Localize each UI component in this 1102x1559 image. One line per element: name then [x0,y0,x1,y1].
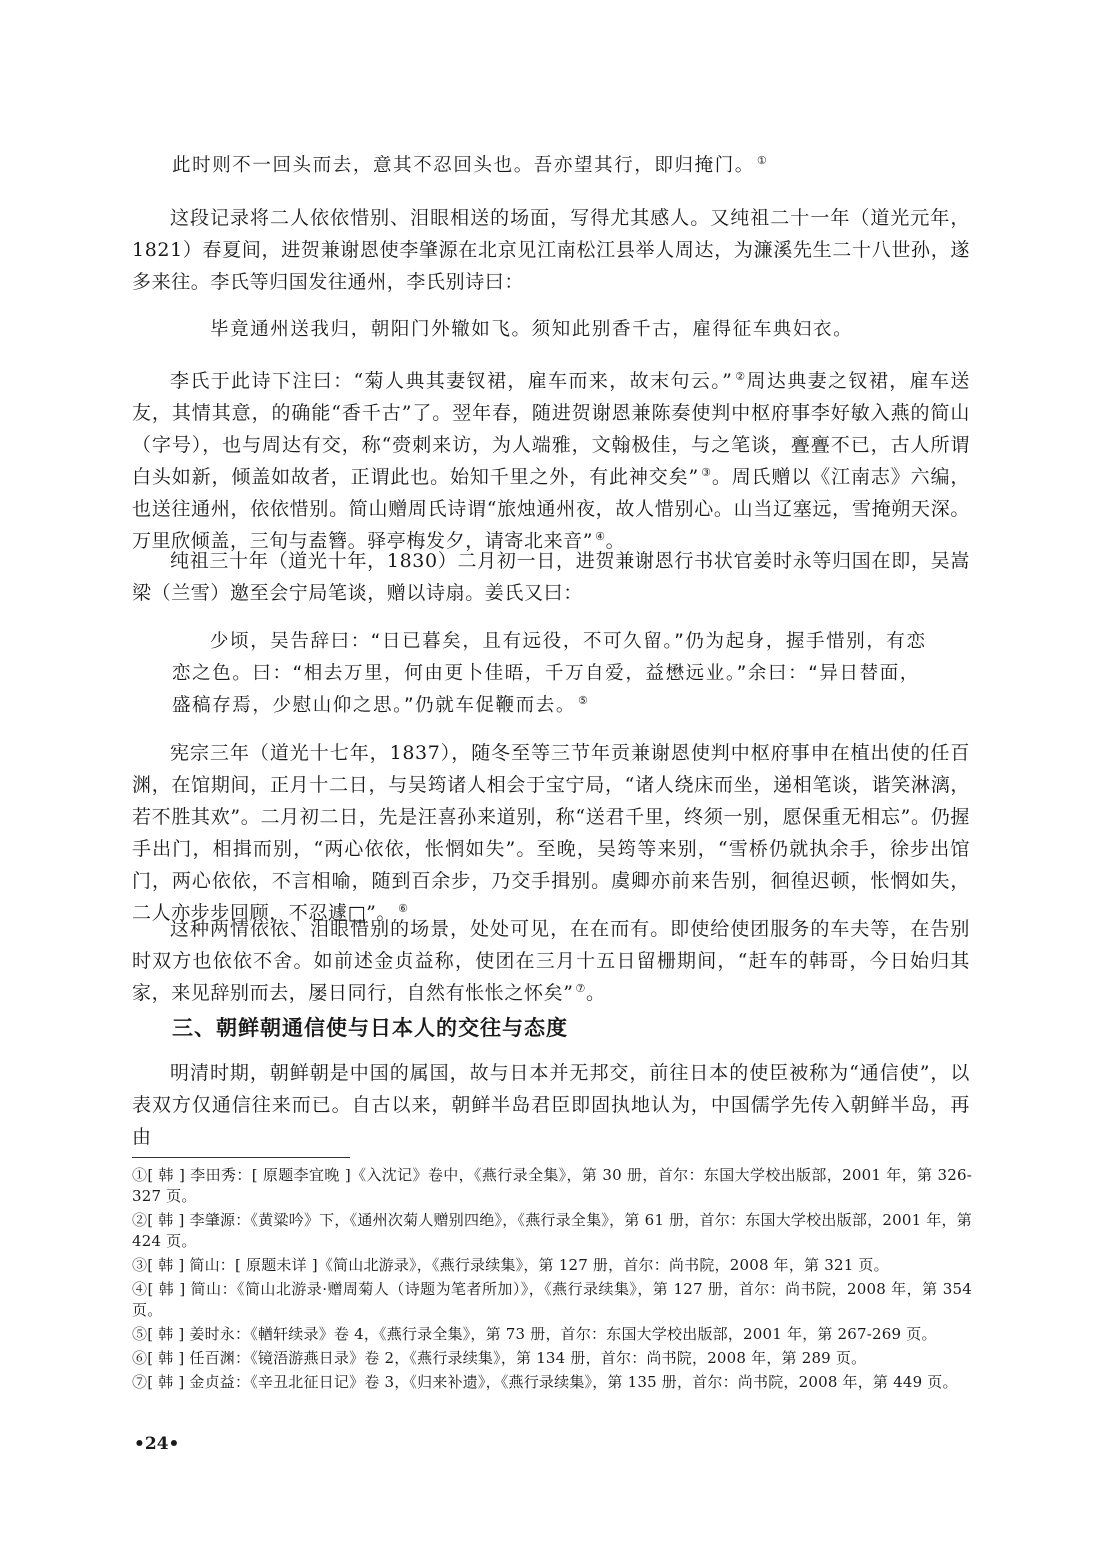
quote-text: 少顷，吴告辞曰：“日已暮矣，且有远役，不可久留。”仍为起身，握手惜别，有恋恋之色。曰：“相去万里，何由更卜佳晤，千万自爱，益懋远业。”余曰：“异日替面，盛稿存焉，少慰山仰之思。”仍就车促鞭而去。 [172,631,927,716]
paragraph-text: 明清时期，朝鲜朝是中国的属国，故与日本并无邦交，前往日本的使臣被称为“通信使”，以表双方仅通信往来而已。自古以来，朝鲜半岛君臣即固执地认为，中国儒学先传入朝鲜半岛，再由 [132,1062,970,1148]
paragraph-2 [132,365,970,557]
footnote-ref[interactable]: ⑥ [398,901,409,915]
footnotes [132,1165,972,1396]
paragraph-text: 。周氏赠以《江南志》六编，也送往通州，依依惜别。简山赠周氏诗谓“旅烛通州夜，故人惜别心。山当辽塞远，雪掩朔天深。万里欣倾盖，三旬与盍簪。驿亭梅发夕，请寄北来音” [132,466,970,552]
paragraph-1 [132,202,970,298]
paragraph-text: 。 [605,530,626,552]
footnote-item: ⑦[ 韩 ] 金贞益：《辛丑北征日记》卷 3，《归来补遗》，《燕行录续集》，第 135 册，首尔：尚书院，2008 年，第 449 页。 [132,1373,958,1391]
quote-text: 毕竟通州送我归，朝阳门外辙如飞。须知此别香千古，雇得征车典妇衣。 [210,319,854,340]
footnote-ref[interactable]: ⑤ [577,693,590,707]
quote-block-1 [172,150,932,182]
quote-text: 此时则不一回头而去，意其不忍回头也。吾亦望其行，即归掩门。 [172,155,755,176]
quote-block-3 [172,626,932,722]
paragraph-text: 。 [585,982,606,1004]
footnote-item: ⑥[ 韩 ] 任百渊：《镜浯游燕日录》卷 2，《燕行录续集》，第 134 册，首尔：尚书院，2008 年，第 289 页。 [132,1349,867,1367]
section-heading: 三、朝鲜朝通信使与日本人的交往与态度 [172,1016,568,1040]
paragraph-text: 李氏于此诗下注曰：“菊人典其妻钗裙，雇车而来，故末句云。” [170,370,733,392]
paragraph-4 [132,737,970,929]
footnote-item: ④[ 韩 ] 简山：《简山北游录·赠周菊人（诗题为笔者所加）》，《燕行录续集》，第 127 册，首尔：尚书院，2008 年，第 354 页。 [132,1280,972,1319]
footnote-ref[interactable]: ② [734,369,747,383]
footnote-divider [132,1157,350,1158]
quote-block-2 [172,314,932,346]
paragraph-text: 纯祖三十年（道光十年，1830）二月初一日，进贺兼谢恩行书状官姜时永等归国在即，吴嵩梁（兰雪）邀至会宁局笔谈，赠以诗扇。姜氏又曰： [132,550,970,604]
footnote-ref[interactable]: ③ [700,465,712,479]
paragraph-6 [132,1057,970,1153]
footnote-ref[interactable]: ① [756,153,769,167]
footnote-ref[interactable]: ④ [595,529,606,543]
footnote-item: ⑤[ 韩 ] 姜时永：《輶轩续录》卷 4，《燕行录全集》，第 73 册，首尔：东国大学校出版部，2001 年，第 267-269 页。 [132,1325,937,1343]
paragraph-text: 周达典妻之钗裙，雇车送友，其情其意，的确能“香千古”了。翌年春，随进贺谢恩兼陈奏使判中枢府事李好敏入燕的简山（字号），也与周达有交，称“赍刺来访，为人端雅，文翰极佳，与之笔谈，亹亹不已，古人所谓白头如新，倾盖如故者，正谓此也。始知千里之外，有此神交矣” [132,370,970,488]
footnote-item: ③[ 韩 ] 简山：[ 原题未详 ]《简山北游录》，《燕行录续集》，第 127 册，首尔：尚书院，2008 年，第 321 页。 [132,1256,889,1274]
paragraph-text: 宪宗三年（道光十七年，1837），随冬至等三节年贡兼谢恩使判中枢府事申在植出使的任百渊，在馆期间，正月十二日，与吴筠诸人相会于宝宁局，“诸人绕床而坐，递相笔谈，谐笑淋漓，若不胜其欢”。二月初二日，先是汪喜孙来道别，称“送君千里，终须一别，愿保重无相忘”。仍握手出门，相揖而别，“两心依依，怅惘如失”。至晚，吴筠等来别，“雪桥仍就执余手，徐步出馆门，两心依依，不言相喻，随到百余步，乃交手揖别。虞卿亦前来告别，徊徨迟顿，怅惘如失，二人亦步步回顾，不忍遽□”。 [132,742,970,924]
footnote-item: ②[ 韩 ] 李肇源：《黄粱吟》下，《通州次菊人赠别四绝》，《燕行录全集》，第 61 册，首尔：东国大学校出版部，2001 年，第 424 页。 [132,1211,972,1250]
paragraph-text: 这段记录将二人依依惜别、泪眼相送的场面，写得尤其感人。又纯祖二十一年（道光元年，1821）春夏间，进贺兼谢恩使李肇源在北京见江南松江县举人周达，为濂溪先生二十八世孙，遂多来往。李氏等归国发往通州，李氏别诗曰： [132,207,970,293]
paragraph-3 [132,545,970,609]
page-number: •24• [134,1434,180,1454]
paragraph-text: 这种两情依依、泪眼惜别的场景，处处可见，在在而有。即使给使团服务的车夫等，在告别时双方也依依不舍。如前述金贞益称，使团在三月十五日留栅期间，“赶车的韩哥，今日始归其家，来见辞别而去，屡日同行，自然有怅怅之怀矣” [132,918,970,1004]
footnote-ref[interactable]: ⑦ [575,981,586,995]
paragraph-5 [132,913,970,1009]
footnote-item: ①[ 韩 ] 李田秀：[ 原题李宜晚 ]《入沈记》卷中，《燕行录全集》，第 30 册，首尔：东国大学校出版部，2001 年，第 326-327 页。 [132,1166,972,1205]
